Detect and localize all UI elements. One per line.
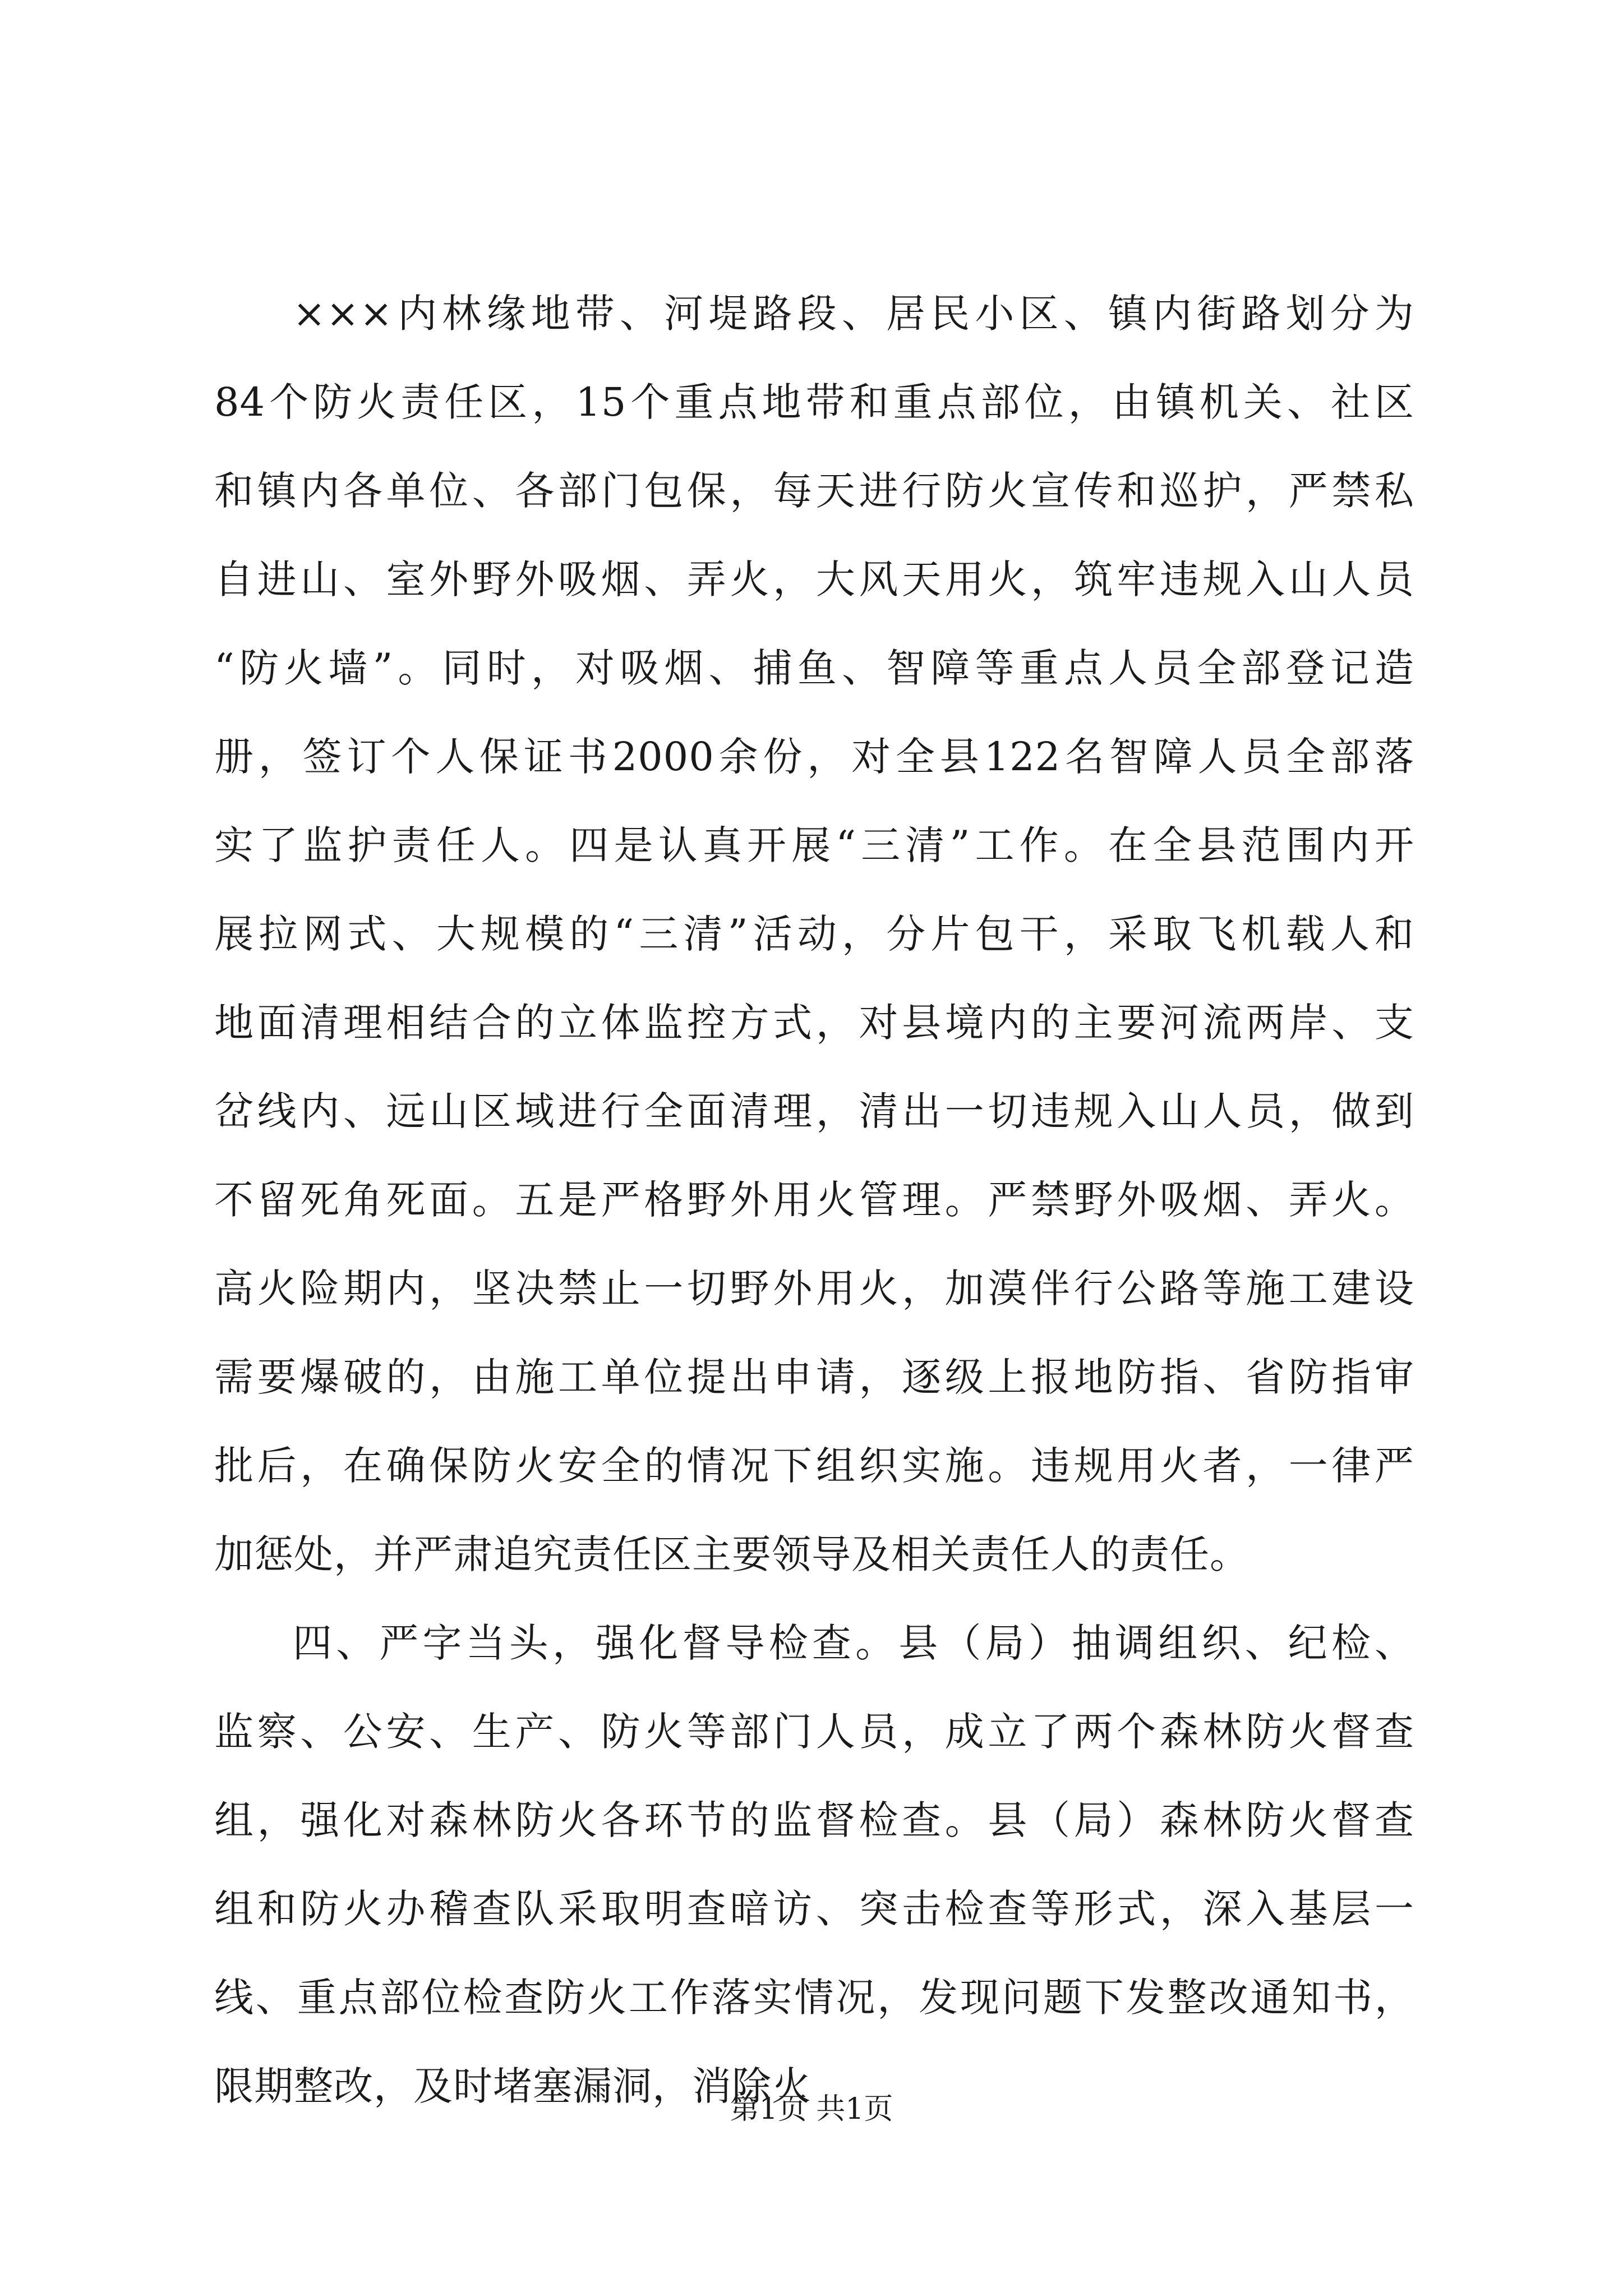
paragraph-line: 需要爆破的，由施工单位提出申请，逐级上报地防指、省防指审 xyxy=(214,1354,1414,1400)
paragraph-line: 四、严字当头，强化督导检查。县（局）抽调组织、纪检、 xyxy=(293,1620,1414,1666)
paragraph-line: ×××内林缘地带、河堤路段、居民小区、镇内街路划分为 xyxy=(293,291,1414,337)
document-body xyxy=(214,269,1414,2131)
paragraph-line: 自进山、室外野外吸烟、弄火，大风天用火，筑牢违规入山人员 xyxy=(214,556,1414,602)
paragraph-line: 地面清理相结合的立体监控方式，对县境内的主要河流两岸、支 xyxy=(214,1000,1414,1046)
paragraph-line: 实了监护责任人。四是认真开展“三清”工作。在全县范围内开 xyxy=(214,822,1414,868)
paragraph-line: 限期整改，及时堵塞漏洞，消除火 xyxy=(214,2063,811,2109)
paragraph-line: 加惩处，并严肃追究责任区主要领导及相关责任人的责任。 xyxy=(214,1531,1249,1577)
page-footer xyxy=(0,2087,1623,2132)
paragraph-line: 84个防火责任区，15个重点地带和重点部位，由镇机关、社区 xyxy=(214,379,1414,425)
paragraph-line: 不留死角死面。五是严格野外用火管理。严禁野外吸烟、弄火。 xyxy=(214,1177,1414,1223)
paragraph-line: 岔线内、远山区域进行全面清理，清出一切违规入山人员，做到 xyxy=(214,1088,1414,1134)
paragraph-line: 线、重点部位检查防火工作落实情况，发现问题下发整改通知书， xyxy=(214,1975,1414,2021)
paragraph-line: 展拉网式、大规模的“三清”活动，分片包干，采取飞机载人和 xyxy=(214,911,1414,957)
page-number: 第1页 共1页 xyxy=(730,2092,893,2126)
paragraph-line: 高火险期内，坚决禁止一切野外用火，加漠伴行公路等施工建设 xyxy=(214,1266,1414,1312)
paragraph-line: 组，强化对森林防火各环节的监督检查。县（局）森林防火督查 xyxy=(214,1797,1414,1843)
paragraph-line: 和镇内各单位、各部门包保，每天进行防火宣传和巡护，严禁私 xyxy=(214,468,1414,514)
paragraph-line: “防火墙”。同时，对吸烟、捕鱼、智障等重点人员全部登记造 xyxy=(214,645,1414,691)
paragraph-line: 监察、公安、生产、防火等部门人员，成立了两个森林防火督查 xyxy=(214,1709,1414,1755)
paragraph-line: 册，签订个人保证书2000余份，对全县122名智障人员全部落 xyxy=(214,734,1414,780)
paragraph-line: 组和防火办稽查队采取明查暗访、突击检查等形式，深入基层一 xyxy=(214,1886,1414,1932)
paragraph-line: 批后，在确保防火安全的情况下组织实施。违规用火者，一律严 xyxy=(214,1443,1414,1489)
